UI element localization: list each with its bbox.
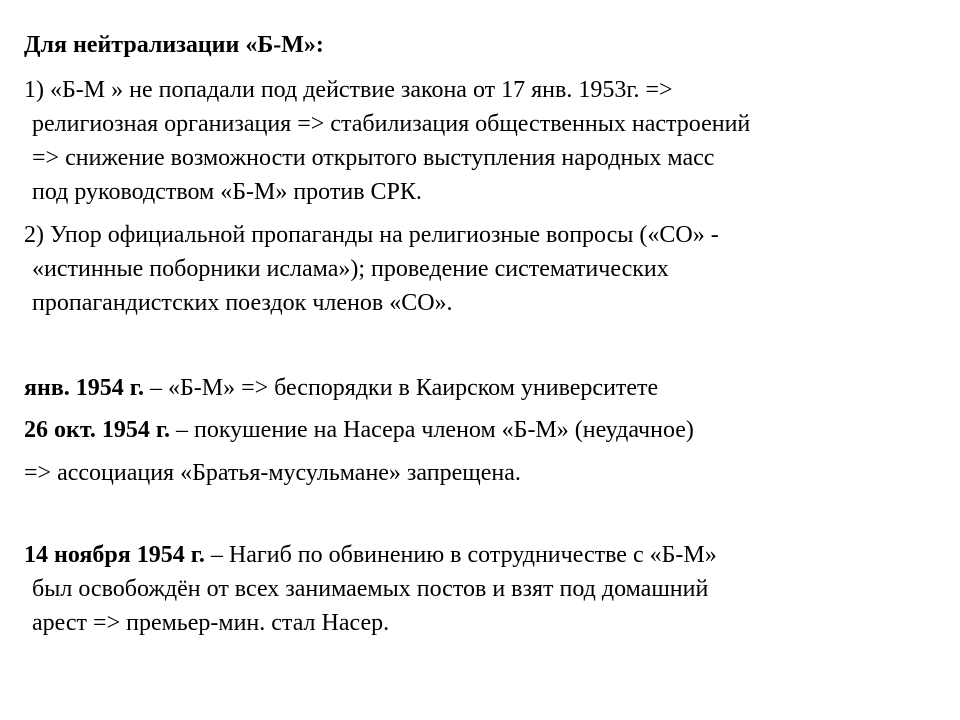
event-2-result [24, 456, 924, 490]
event-2-line [24, 413, 924, 447]
item-2-line-3: пропагандистских поездок членов «СО». [32, 290, 453, 316]
event-2-text: – покушение на Насера членом «Б-М» (неудачное) [170, 417, 694, 443]
event-1-text: – «Б-М» => беспорядки в Каирском университете [143, 375, 659, 401]
item-1-line-3: => снижение возможности открытого выступления народных масс [32, 145, 715, 171]
heading [24, 28, 924, 62]
event-1-date: янв. 1954 г. [24, 375, 144, 401]
event-1 [24, 371, 924, 405]
event-1-line [24, 371, 924, 405]
item-2 [24, 218, 924, 320]
event-3-line-2: был освобождён от всех занимаемых постов и взят под домашний [32, 576, 709, 602]
item-1 [24, 73, 924, 209]
event-3-date: 14 ноября 1954 г. [24, 542, 205, 568]
event-3-line-1 [24, 538, 924, 572]
event-3-line-3: арест => премьер-мин. стал Насер. [32, 610, 390, 636]
event-2-result-text: => ассоциация «Братья-мусульмане» запрещена. [24, 460, 521, 486]
event-3-text-1: – Нагиб по обвинению в сотрудничестве с «Б-М» [204, 542, 717, 568]
event-2-date: 26 окт. 1954 г. [24, 417, 171, 443]
item-1-line-1: 1) «Б-М » не попадали под действие закона от 17 янв. 1953г. => [24, 77, 673, 103]
item-2-line-2: «истинные поборники ислама»); проведение систематических [32, 256, 669, 282]
item-1-line-2: религиозная организация => стабилизация общественных настроений [32, 111, 751, 137]
heading-text: Для нейтрализации «Б-М»: [24, 32, 324, 58]
event-2 [24, 413, 924, 447]
item-1-line-4: под руководством «Б-М» против СРК. [32, 179, 422, 205]
item-2-line-1: 2) Упор официальной пропаганды на религиозные вопросы («СО» - [24, 222, 719, 248]
event-3 [24, 538, 924, 640]
